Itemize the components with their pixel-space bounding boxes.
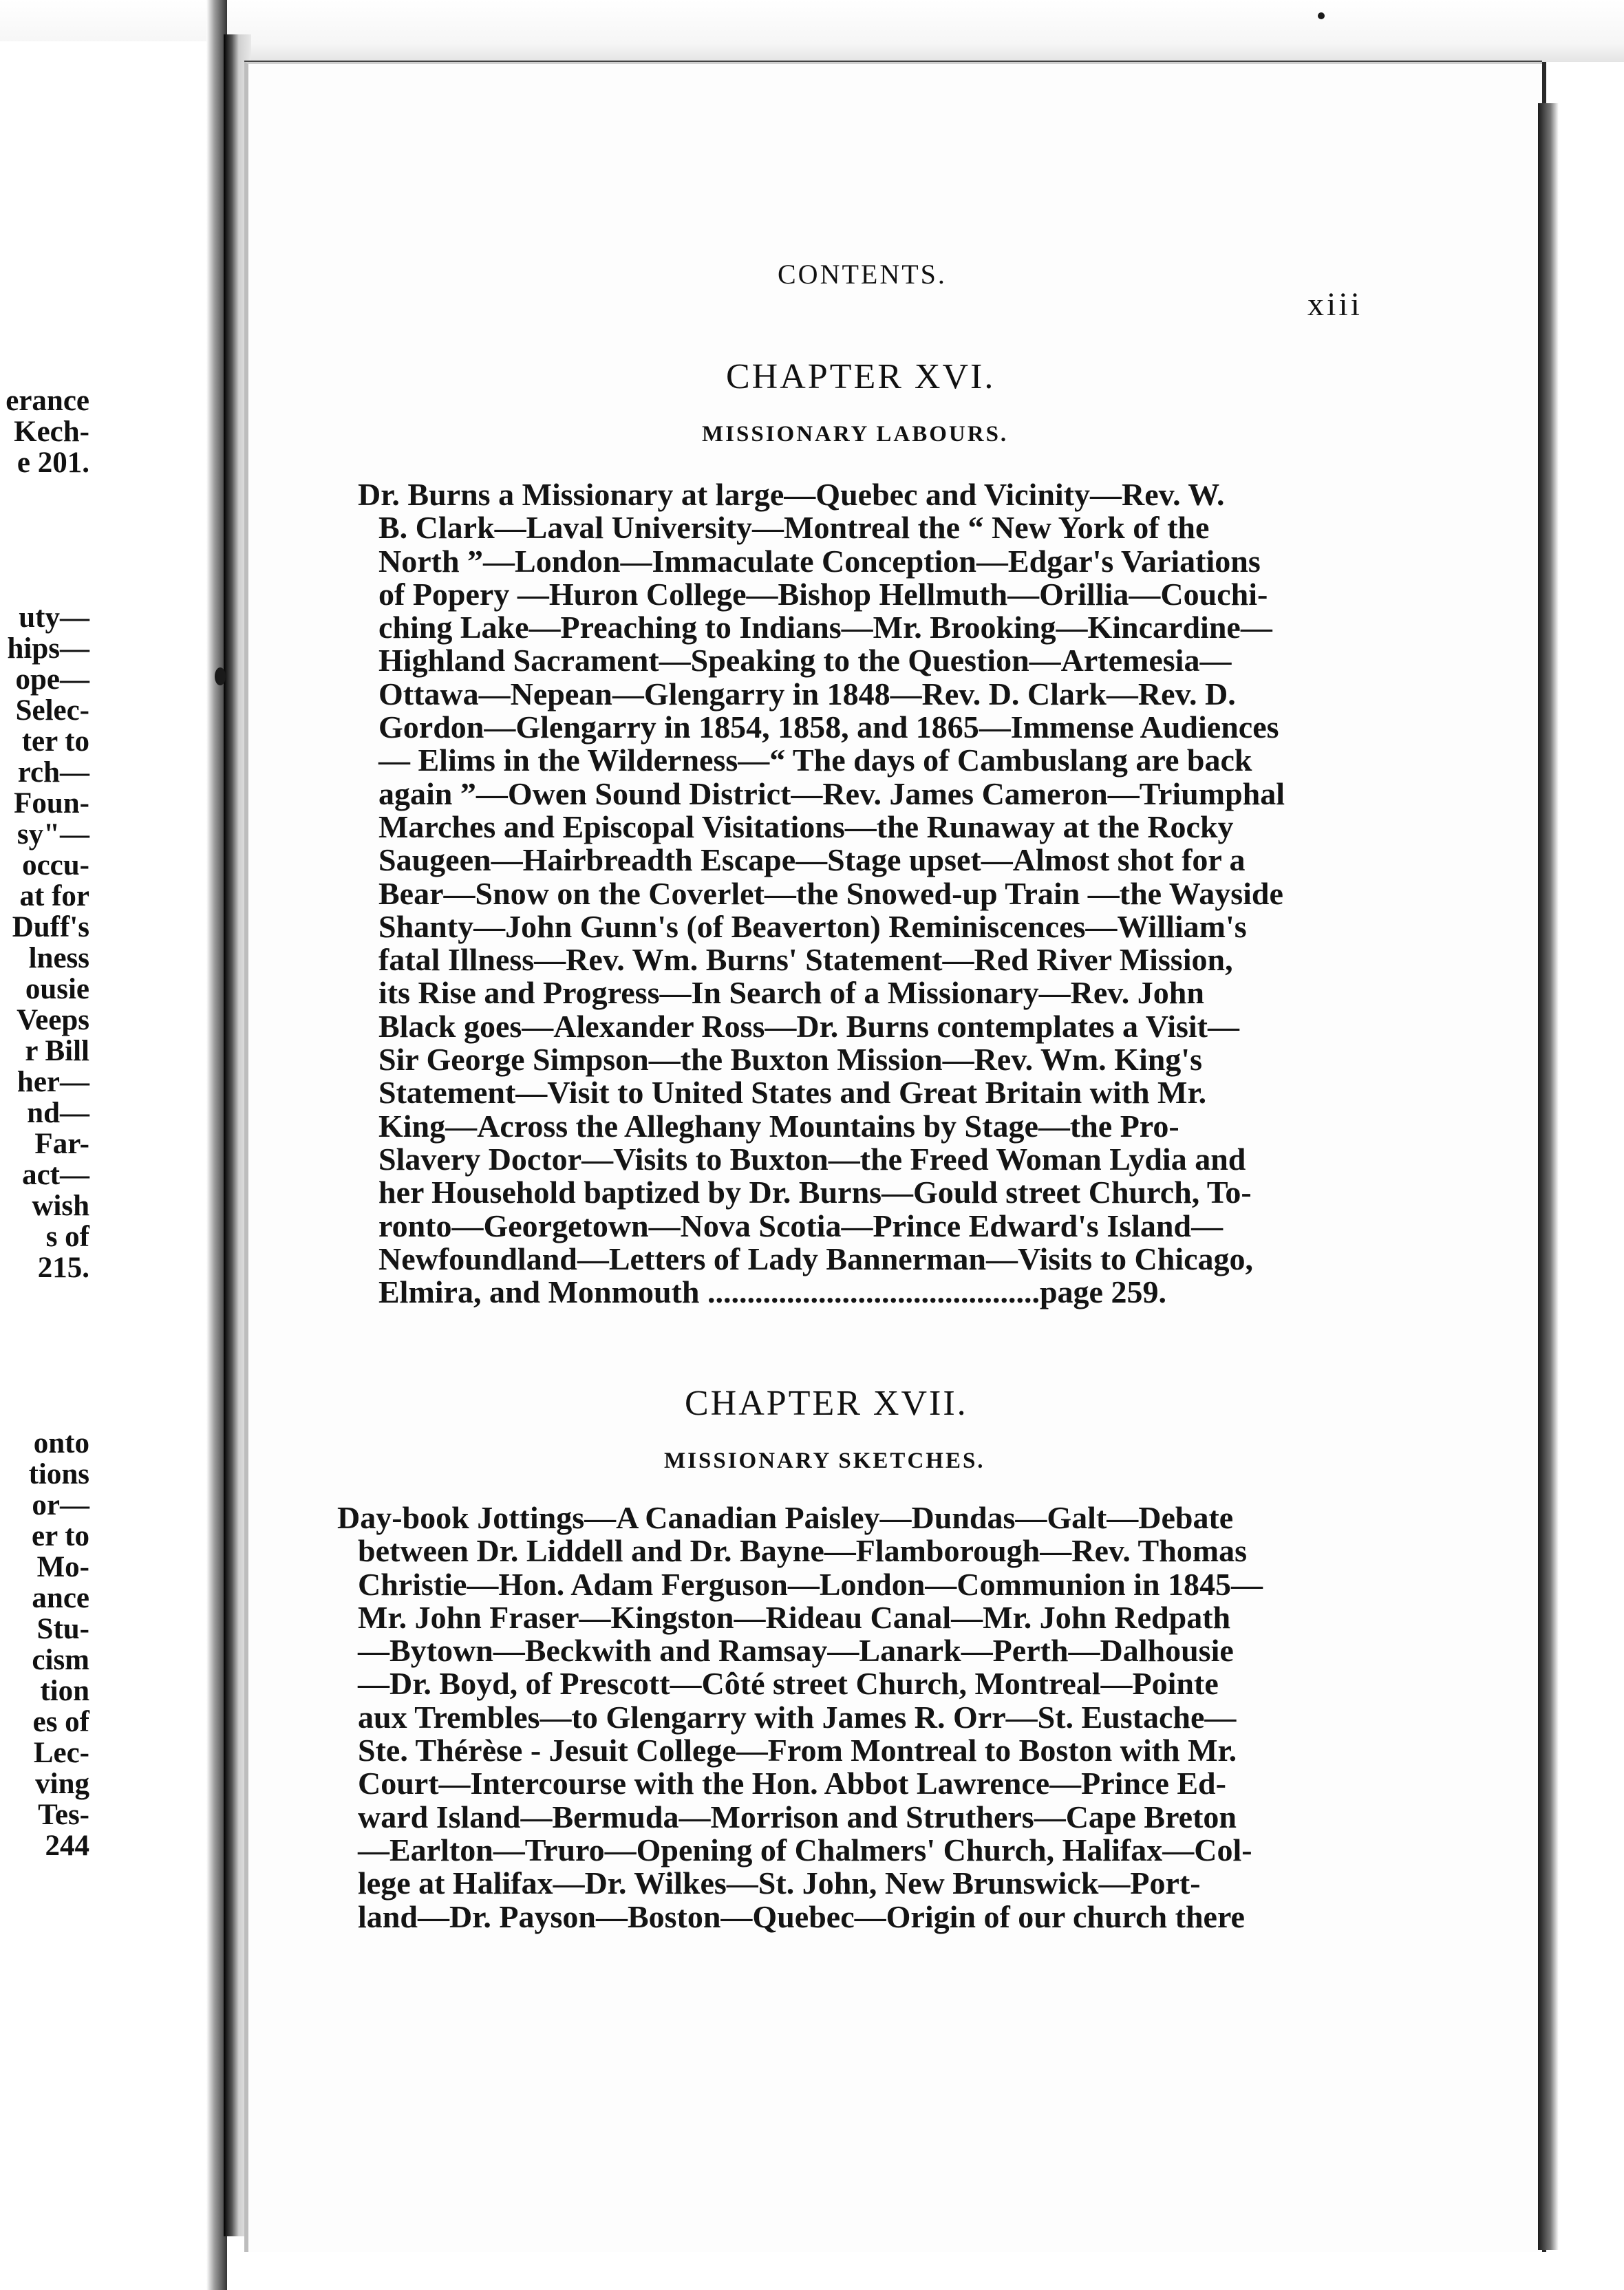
summary-line: King—Across the Alleghany Mountains by Stage—the Pro- — [378, 1108, 1179, 1144]
facing-page-line: Tes- — [38, 1799, 89, 1831]
ink-mark — [215, 667, 226, 685]
chapter-summary — [358, 478, 1366, 1309]
facing-page-line: sy"— — [17, 818, 89, 850]
facing-page-line: her— — [17, 1066, 89, 1098]
facing-page-line: Selec- — [15, 694, 89, 727]
summary-line: Gordon—Glengarry in 1854, 1858, and 1865—Immense Audiences — [378, 709, 1279, 745]
facing-page-line: Mo- — [36, 1551, 89, 1583]
summary-line: North ”—London—Immaculate Conception—Edgar's Variations — [378, 543, 1261, 579]
chapter-title: CHAPTER XVI. — [726, 357, 996, 396]
facing-page-line: Lec- — [33, 1737, 89, 1769]
summary-line: Court—Intercourse with the Hon. Abbot Lawrence—Prince Ed- — [358, 1766, 1226, 1801]
summary-line: —Earlton—Truro—Opening of Chalmers' Church, Halifax—Col- — [358, 1832, 1252, 1868]
chapter-summary — [337, 1501, 1342, 1934]
facing-page-line: onto — [33, 1427, 89, 1459]
facing-page-line: Kech- — [14, 416, 89, 448]
summary-line: Marches and Episcopal Visitations—the Runaway at the Rocky — [378, 809, 1234, 844]
facing-page-line: wish — [32, 1190, 89, 1222]
facing-page-line: ope— — [15, 663, 89, 696]
summary-line: between Dr. Liddell and Dr. Bayne—Flamborough—Rev. Thomas — [358, 1533, 1248, 1569]
facing-page-line: tions — [28, 1458, 89, 1490]
summary-line: Saugeen—Hairbreadth Escape—Stage upset—Almost shot for a — [378, 842, 1246, 878]
facing-page-line: Duff's — [12, 911, 89, 943]
summary-line: Elmira, and Monmouth ..........................................page 259. — [378, 1274, 1166, 1310]
summary-line: B. Clark—Laval University—Montreal the “ New York of the — [378, 510, 1210, 546]
summary-line: Newfoundland—Letters of Lady Bannerman—Visits to Chicago, — [378, 1241, 1254, 1276]
facing-page-line: Stu- — [36, 1613, 89, 1645]
summary-line: aux Trembles—to Glengarry with James R. Orr—St. Eustache— — [358, 1699, 1237, 1735]
summary-line: Dr. Burns a Missionary at large—Quebec and Vicinity—Rev. W. — [358, 477, 1225, 512]
chapter-subtitle: MISSIONARY SKETCHES. — [664, 1448, 985, 1473]
summary-line: Black goes—Alexander Ross—Dr. Burns contemplates a Visit— — [378, 1008, 1239, 1044]
page-edge-shadow — [1538, 103, 1559, 2250]
facing-page-line: er to — [32, 1520, 89, 1552]
page-number: xiii — [1307, 286, 1363, 323]
summary-line: ronto—Georgetown—Nova Scotia—Prince Edward's Island— — [378, 1208, 1224, 1243]
summary-line: ward Island—Bermuda—Morrison and Struthers—Cape Breton — [358, 1799, 1237, 1834]
facing-page-line: uty— — [19, 601, 89, 634]
running-title: CONTENTS. — [778, 259, 947, 290]
summary-line: Christie—Hon. Adam Ferguson—London—Communion in 1845— — [358, 1566, 1263, 1602]
summary-line: fatal Illness—Rev. Wm. Burns' Statement—Red River Mission, — [378, 942, 1233, 978]
facing-page-line: Far- — [34, 1128, 89, 1160]
facing-page-line: e 201. — [17, 447, 89, 479]
summary-line: again ”—Owen Sound District—Rev. James Cameron—Triumphal — [378, 775, 1285, 811]
facing-page-line: es of — [32, 1706, 89, 1738]
facing-page-line: ving — [35, 1768, 89, 1800]
facing-page-line: 215. — [37, 1252, 89, 1284]
facing-page-line: 244 — [45, 1830, 89, 1862]
summary-line: lege at Halifax—Dr. Wilkes—St. John, New Brunswick—Port- — [358, 1865, 1201, 1901]
facing-page-line: at for — [19, 880, 89, 912]
chapter-subtitle: MISSIONARY LABOURS. — [702, 422, 1009, 447]
chapter-title: CHAPTER XVII. — [685, 1384, 968, 1423]
summary-line: its Rise and Progress—In Search of a Missionary—Rev. John — [378, 975, 1204, 1011]
ink-speck — [1318, 12, 1325, 19]
facing-page-line: tion — [40, 1675, 89, 1707]
summary-line: Ste. Thérèse - Jesuit College—From Montreal to Boston with Mr. — [358, 1733, 1237, 1768]
summary-line: Shanty—John Gunn's (of Beaverton) Reminiscences—William's — [378, 908, 1247, 944]
facing-page-line: ousie — [25, 973, 89, 1005]
facing-page-line: occu- — [22, 849, 89, 881]
summary-line: — Elims in the Wilderness—“ The days of Cambuslang are back — [378, 742, 1252, 778]
summary-line: Slavery Doctor—Visits to Buxton—the Freed Woman Lydia and — [378, 1141, 1246, 1177]
summary-line: Statement—Visit to United States and Great Britain with Mr. — [378, 1075, 1207, 1111]
summary-line: Highland Sacrament—Speaking to the Question—Artemesia— — [378, 643, 1232, 678]
facing-page-line: Veeps — [17, 1004, 89, 1036]
facing-page-line: cism — [32, 1644, 89, 1676]
facing-page-fragments — [6, 385, 89, 1861]
summary-line: Sir George Simpson—the Buxton Mission—Rev. Wm. King's — [378, 1042, 1202, 1078]
facing-page-line: s of — [45, 1221, 89, 1253]
summary-line: land—Dr. Payson—Boston—Quebec—Origin of our church there — [358, 1898, 1245, 1934]
facing-page-line: ance — [32, 1582, 89, 1614]
facing-page-line: or— — [32, 1489, 89, 1521]
facing-page — [0, 41, 227, 2290]
facing-page-line: lness — [28, 942, 89, 974]
facing-page-line: ter to — [21, 725, 89, 758]
summary-line: Mr. John Fraser—Kingston—Rideau Canal—Mr. John Redpath — [358, 1599, 1231, 1635]
summary-line: her Household baptized by Dr. Burns—Gould street Church, To- — [378, 1175, 1252, 1210]
summary-line: Bear—Snow on the Coverlet—the Snowed-up Train —the Wayside — [378, 875, 1283, 911]
summary-line: —Bytown—Beckwith and Ramsay—Lanark—Perth—Dalhousie — [358, 1633, 1234, 1669]
facing-page-line: r Bill — [25, 1035, 89, 1067]
facing-page-line: hips— — [7, 632, 89, 665]
summary-line: ching Lake—Preaching to Indians—Mr. Brooking—Kincardine— — [378, 610, 1272, 645]
facing-page-line: rch— — [17, 756, 89, 789]
summary-line: —Dr. Boyd, of Prescott—Côté street Church, Montreal—Pointe — [358, 1666, 1219, 1702]
facing-page-line: nd— — [27, 1097, 89, 1129]
facing-page-line: erance — [6, 385, 89, 417]
facing-page-line: Foun- — [14, 787, 89, 820]
summary-line: Day-book Jottings—A Canadian Paisley—Dundas—Galt—Debate — [337, 1500, 1234, 1535]
summary-line: Ottawa—Nepean—Glengarry in 1848—Rev. D. Clark—Rev. D. — [378, 676, 1236, 711]
facing-page-line: act— — [22, 1159, 89, 1191]
summary-line: of Popery —Huron College—Bishop Hellmuth—Orillia—Couchi- — [378, 576, 1268, 612]
